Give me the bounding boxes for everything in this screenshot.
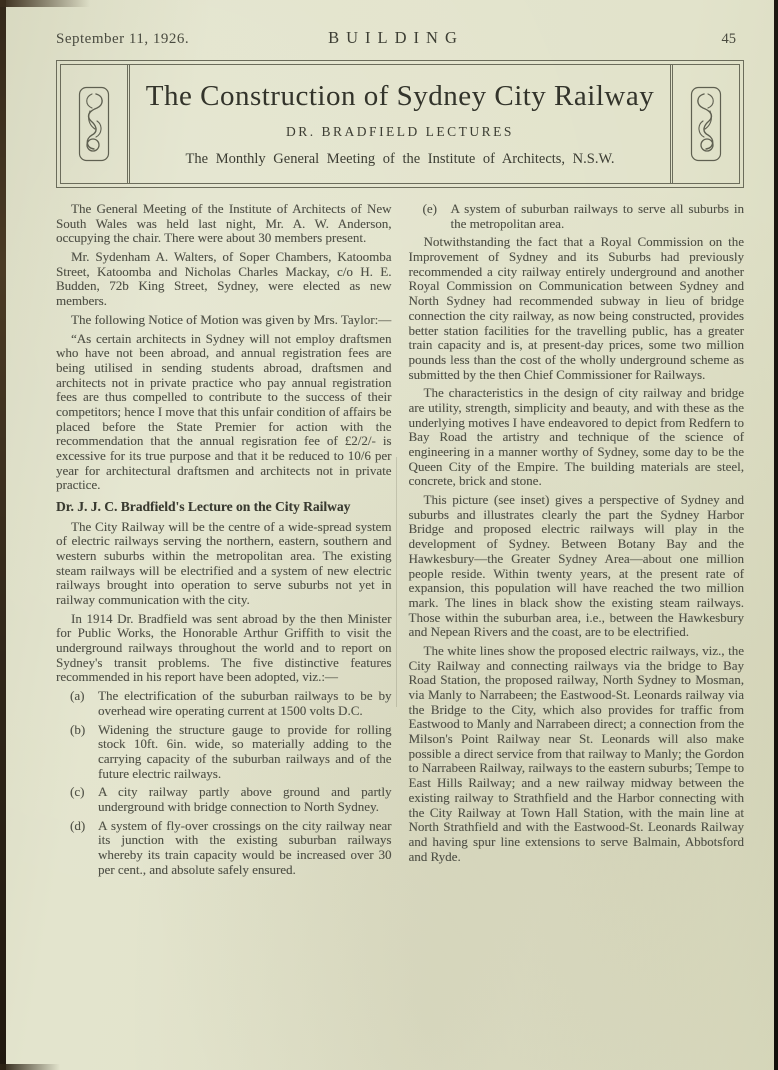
list-item xyxy=(70,785,392,814)
article-body xyxy=(56,202,744,881)
list-item xyxy=(70,689,392,718)
list-item-text: A system of suburban railways to serve all suburbs in the metropolitan area. xyxy=(450,201,744,231)
list-item-label: (d) xyxy=(70,817,86,833)
page-number: 45 xyxy=(721,31,736,47)
paragraph: The City Railway will be the centre of a wide-spread system of electric railways serving the northern, eastern, southern and western suburbs within the metropolitan area. The existing steam railways will be electrified and a system of new electric railways brought into operation to serve suburbs not yet in railway communication with the city. xyxy=(56,518,392,608)
list-item-label: (e) xyxy=(422,201,437,216)
paragraph: Mr. Sydenham A. Walters, of Soper Chambers, Katoomba Street, Katoomba and Nicholas Charles Mackay, c/o H. E. Budden, 72b King Street, Sydney, were elected as new members. xyxy=(56,249,392,309)
article-subtitle: DR. BRADFIELD LECTURES xyxy=(286,124,514,139)
masthead-ornament-right xyxy=(670,65,739,183)
scan-corner-shadow-top xyxy=(0,0,90,7)
paragraph: The following Notice of Motion was given by Mrs. Taylor:— xyxy=(71,311,392,327)
paragraph: The General Meeting of the Institute of Architects of New South Wales was held last night, Mr. A. W. Anderson, occupying the chair. There were about 30 members present. xyxy=(56,201,392,246)
article-title: The Construction of Sydney City Railway xyxy=(145,80,655,112)
list-item-text: Widening the structure gauge to provide for rolling stock 10ft. 6in. wide, so materially adding to the carrying capacity of the suburban railways and of the future electric railways. xyxy=(98,721,392,781)
article-masthead xyxy=(56,60,744,188)
scan-edge-left xyxy=(0,0,6,1070)
list-item-text: The electrification of the suburban railways to be by overhead wire operating current at 1500 volts D.C. xyxy=(98,688,392,718)
celtic-knot-icon xyxy=(77,85,111,163)
section-heading: Dr. J. J. C. Bradfield's Lecture on the City Railway xyxy=(56,499,351,515)
journal-title: BUILDING xyxy=(328,28,464,47)
masthead-inner-frame xyxy=(60,64,740,184)
list-item xyxy=(70,819,392,878)
scan-corner-shadow-bottom xyxy=(0,1064,60,1070)
paragraph: The white lines show the proposed electric railways, viz., the City Railway and connecting railways via the bridge to Bay Road Station, the proposed railway, North Sydney to Mosman, via Manly to Narrabeen; the Eastwood-St. Leonards railway via the Bridge to the City, which also provides for traffic from Eastwood to Manly and Narrabeen direct; a connection from the Milson's Point Railway near St. Leonards will also make possible a direct service from that railway to Manly; the Gordon to Narrabeen Railway, railways to the eastern suburbs; Tempe to East Hills Railway; and a new railway midway between the existing railway to Strathfield and the Harbor connecting with the City Railway at Town Hall Station, with the main line at North Strathfield and with the Eastwood-St. Leonards Railway and having spur line extensions to serve Balmain, Abbotsford and Ryde. xyxy=(408,642,744,864)
paragraph: This picture (see inset) gives a perspective of Sydney and suburbs and illustrates clearly the part the Sydney Harbor Bridge and proposed electric railways will play in the development of Sydney. Between Botany Bay and the Hawkesbury—the Greater Sydney Area—about one million people reside. Within twenty years, at the present rate of expansion, this population will have reached the two million mark. The lines in black show the existing steam railways. Those within the suburban area, i.e., between the Hawkesbury and Nepean Rivers and the coast, are to be electrified. xyxy=(408,492,744,640)
list-item-text: A system of fly-over crossings on the city railway near its junction with the existing suburban railways whereby its train capacity would be increased over 30 per cent., and absolute safely ensured. xyxy=(98,817,392,877)
right-column xyxy=(409,202,745,881)
celtic-knot-icon xyxy=(689,85,723,163)
running-header xyxy=(56,28,744,48)
list-item xyxy=(70,723,392,782)
masthead-text xyxy=(130,65,670,183)
list-item-text: A city railway partly above ground and partly underground with bridge connection to North Sydney. xyxy=(98,784,392,814)
paragraph: In 1914 Dr. Bradfield was sent abroad by the then Minister for Public Works, the Honorable Arthur Griffith to visit the underground railways throughout the world and to report on Sydney's transit problems. The five distinctive features recommended in his report have been adopted, viz.:— xyxy=(56,610,392,685)
paragraph: Notwithstanding the fact that a Royal Commission on the Improvement of Sydney and its Suburbs had previously recommended a city railway entirely underground and another Royal Commission on Communication between Sydney and North Sydney had recommended subway in lieu of bridge connection the city railway, as now being constructed, provides better station facilities for the travelling public, has a greater train capacity and is, at present-day prices, some two million pounds less than the cost of the wholly underground scheme as submitted by the then Chief Commissioner for Railways. xyxy=(408,234,744,382)
issue-date: September 11, 1926. xyxy=(56,31,190,47)
scan-edge-right xyxy=(774,0,778,1070)
notice-of-motion-quote: “As certain architects in Sydney will not employ draftsmen who have not been abroad, and annual registration fees are being utilised in sending students abroad, draftsmen and architects not in private practice who pay annual registration fees are thus compelled to contribute to the success of their competitors; hence I move that this unfair condition of affairs be placed before the State Premier for action with the recommendation that the annual regisration fee of £2/2/- is excessive for its true purpose and that it be reduced to 10/6 per year for architectural draftsmen and architects not in private practice. xyxy=(56,330,392,493)
list-item xyxy=(423,202,745,231)
left-column xyxy=(56,202,392,881)
article-subheading: The Monthly General Meeting of the Institute of Architects, N.S.W. xyxy=(185,151,615,167)
paragraph: The characteristics in the design of city railway and bridge are utility, strength, simplicity and beauty, and with these as the underlying motives I have endeavored to depict from Redfern to Bay Road the artistry and technique of the science of engineering in a manner worthy of Sydney, some day to be the Queen City of the Empire. The building materials are steel, concrete, brick and stone. xyxy=(408,385,744,489)
list-item-label: (b) xyxy=(70,721,86,737)
list-item-label: (a) xyxy=(70,688,85,704)
list-item-label: (c) xyxy=(70,784,85,800)
masthead-ornament-left xyxy=(61,65,130,183)
